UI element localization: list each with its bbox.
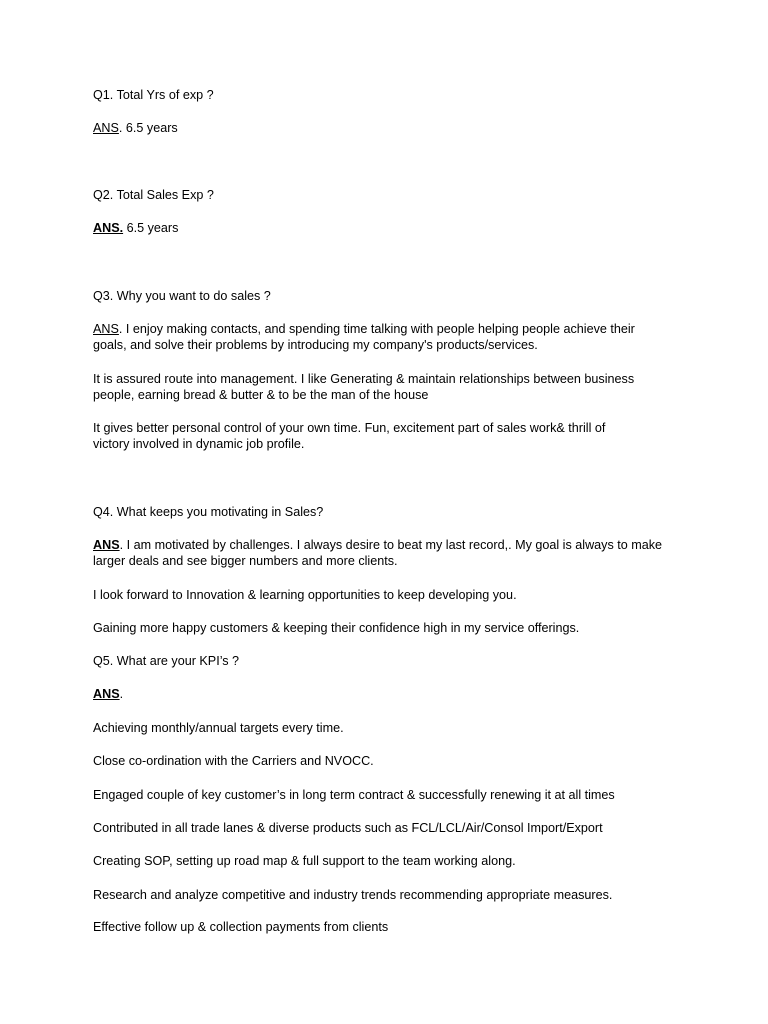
- q5-item: Close co-ordination with the Carriers and NVOCC.: [93, 754, 374, 768]
- q2-answer: [93, 220, 693, 237]
- q5-item: Engaged couple of key customer’s in long term contract & successfully renewing it at all times: [93, 788, 615, 802]
- q5-question: Q5. What are your KPI’s ?: [93, 654, 240, 668]
- q2-answer-text: 6.5 years: [123, 221, 179, 235]
- q3-question: Q3. Why you want to do sales ?: [93, 289, 271, 303]
- q1-answer: [93, 120, 693, 137]
- q5-ans-label: ANS: [93, 687, 120, 701]
- q3-answer-text: . I enjoy making contacts, and spending time talking with people helping people achieve their: [118, 322, 635, 336]
- q4-answer-line1: [93, 537, 693, 554]
- q4-para2: I look forward to Innovation & learning opportunities to keep developing you.: [93, 588, 517, 602]
- q3-answer-line2: goals, and solve their problems by introducing my company's products/services.: [93, 338, 538, 352]
- q5-item: Research and analyze competitive and industry trends recommending appropriate measures.: [93, 888, 613, 902]
- q5-item: Effective follow up & collection payments from clients: [93, 920, 389, 934]
- q4-answer-line2: larger deals and see bigger numbers and more clients.: [93, 554, 398, 568]
- q2-ans-label: ANS.: [93, 221, 124, 235]
- q2-question: Q2. Total Sales Exp ?: [93, 188, 214, 202]
- q3-answer-line1: [93, 321, 693, 338]
- q5-item: Contributed in all trade lanes & diverse products such as FCL/LCL/Air/Consol Import/Export: [93, 821, 603, 835]
- q5-item: Creating SOP, setting up road map & full support to the team working along.: [93, 854, 516, 868]
- q3-para2-line1: It is assured route into management. I like Generating & maintain relationships between business: [93, 372, 635, 386]
- q4-ans-label: ANS: [93, 538, 120, 552]
- q4-para3: Gaining more happy customers & keeping their confidence high in my service offerings.: [93, 621, 580, 635]
- q4-answer-text: . I am motivated by challenges. I always desire to beat my last record,. My goal is always to make: [119, 538, 663, 552]
- q3-ans-label: ANS: [93, 322, 119, 336]
- q1-ans-label: ANS: [93, 121, 119, 135]
- q1-answer-text: . 6.5 years: [118, 121, 178, 135]
- q5-item: Achieving monthly/annual targets every time.: [93, 721, 344, 735]
- q3-para2-line2: people, earning bread & butter & to be the man of the house: [93, 388, 429, 402]
- q3-para3-line2: victory involved in dynamic job profile.: [93, 437, 305, 451]
- q4-question: Q4. What keeps you motivating in Sales?: [93, 505, 324, 519]
- q5-answer: [93, 686, 693, 703]
- q5-ans-suffix: .: [119, 687, 124, 701]
- q1-question: Q1. Total Yrs of exp ?: [93, 88, 214, 102]
- q3-para3-line1: It gives better personal control of your own time. Fun, excitement part of sales work& thrill of: [93, 421, 606, 435]
